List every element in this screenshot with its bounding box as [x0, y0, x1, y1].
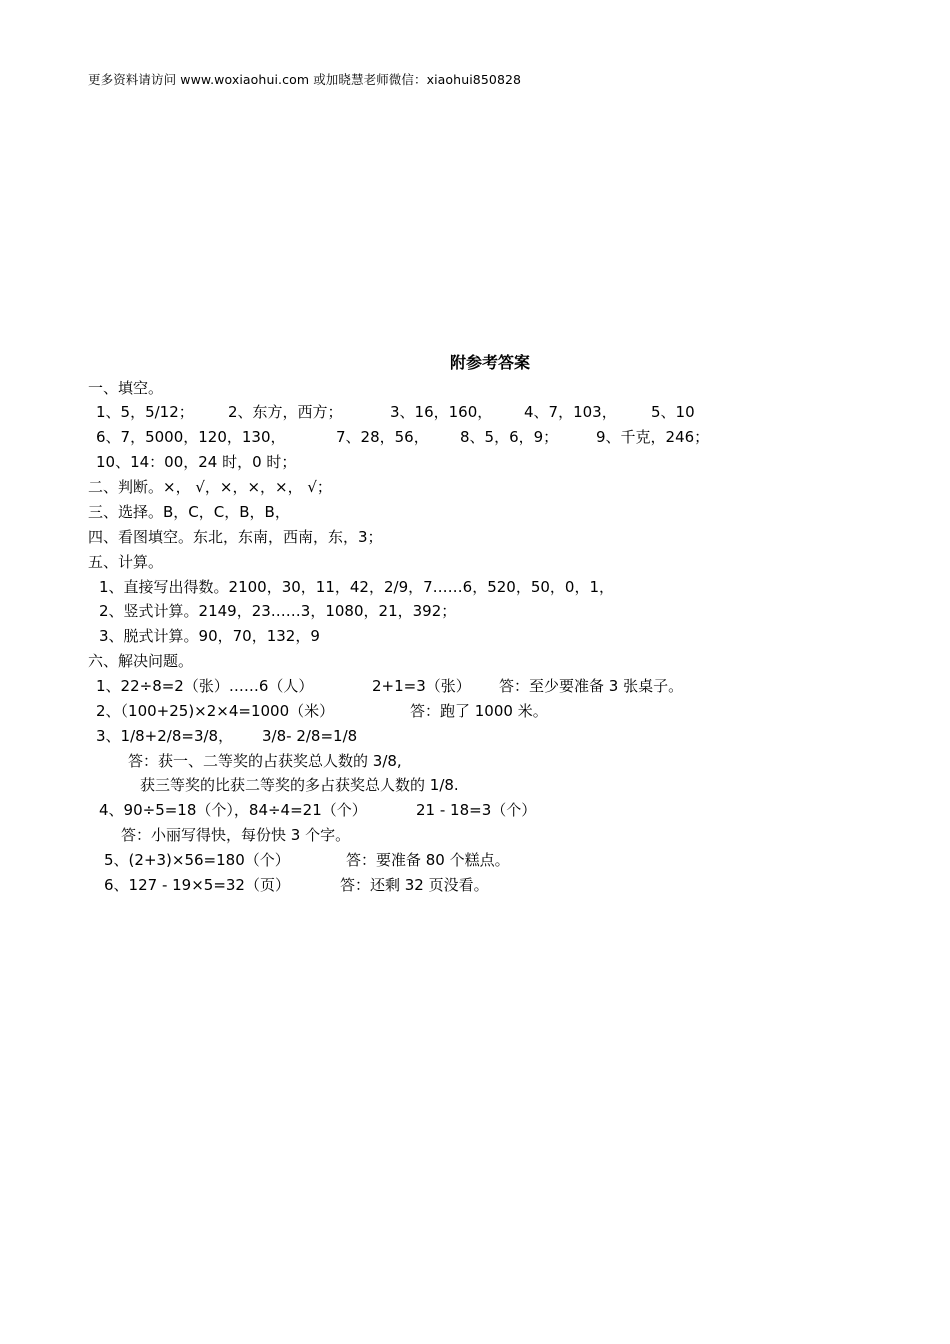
- answer-text: 一、填空。: [88, 379, 164, 397]
- answer-text: 6、127 - 19×5=32（页）: [104, 876, 290, 894]
- answer-text: 答：至少要准备 3 张桌子。: [499, 677, 684, 695]
- answer-text: 三、选择。B，C，C，B，B，: [88, 503, 290, 521]
- page-title: 附参考答案: [449, 353, 530, 372]
- answer-text: 5、10: [651, 403, 695, 421]
- answer-text: 二、判断。×， √，×，×，×， √；: [88, 478, 332, 496]
- header-note: 更多资料请访问 www.woxiaohui.com 或加晓慧老师微信：xiaohui850828: [88, 72, 522, 87]
- answer-text: 答：小丽写得快，每份快 3 个字。: [121, 826, 351, 844]
- answer-text: 5、(2+3)×56=180（个）: [104, 851, 290, 869]
- answer-text: 五、计算。: [88, 553, 164, 571]
- answer-text: 7、28，56，: [336, 428, 429, 446]
- answer-text: 答：还剩 32 页没看。: [340, 876, 489, 894]
- answer-text: 六、解决问题。: [88, 652, 194, 670]
- answer-text: 3、脱式计算。90，70，132，9: [99, 627, 320, 645]
- answer-text: 答：获一、二等奖的占获奖总人数的 3/8,: [128, 752, 402, 770]
- answer-text: 10、14：00，24 时，0 时；: [96, 453, 297, 471]
- answer-text: 9、千克，246；: [596, 428, 710, 446]
- answer-text: 4、90÷5=18（个），84÷4=21（个）: [99, 801, 367, 819]
- answer-text: 2+1=3（张）: [372, 677, 471, 695]
- answer-text: 1、直接写出得数。2100，30，11，42，2/9，7……6，520，50，0，1，: [99, 578, 615, 596]
- answer-text: 21 - 18=3（个）: [416, 801, 537, 819]
- answer-text: 四、看图填空。东北，东南，西南，东，3；: [88, 528, 383, 546]
- answer-text: 6、7，5000，120，130，: [96, 428, 286, 446]
- answer-text: 2、（100+25)×2×4=1000（米）: [96, 702, 335, 720]
- answer-text: 3、16，160，: [390, 403, 493, 421]
- answer-text: 答：要准备 80 个糕点。: [346, 851, 510, 869]
- answer-text: 4、7，103，: [524, 403, 617, 421]
- answer-text: 3/8- 2/8=1/8: [262, 727, 358, 745]
- answer-text: 3、1/8+2/8=3/8，: [96, 727, 234, 745]
- answer-text: 1、22÷8=2（张）……6（人）: [96, 677, 314, 695]
- answer-text: 8、5，6，9；: [460, 428, 559, 446]
- answer-text: 2、东方，西方；: [228, 403, 343, 421]
- answer-text: 获三等奖的比获二等奖的多占获奖总人数的 1/8.: [140, 776, 459, 794]
- answer-text: 1、5，5/12；: [96, 403, 194, 421]
- answer-text: 答：跑了 1000 米。: [410, 702, 548, 720]
- answer-text: 2、竖式计算。2149，23……3，1080，21，392；: [99, 602, 457, 620]
